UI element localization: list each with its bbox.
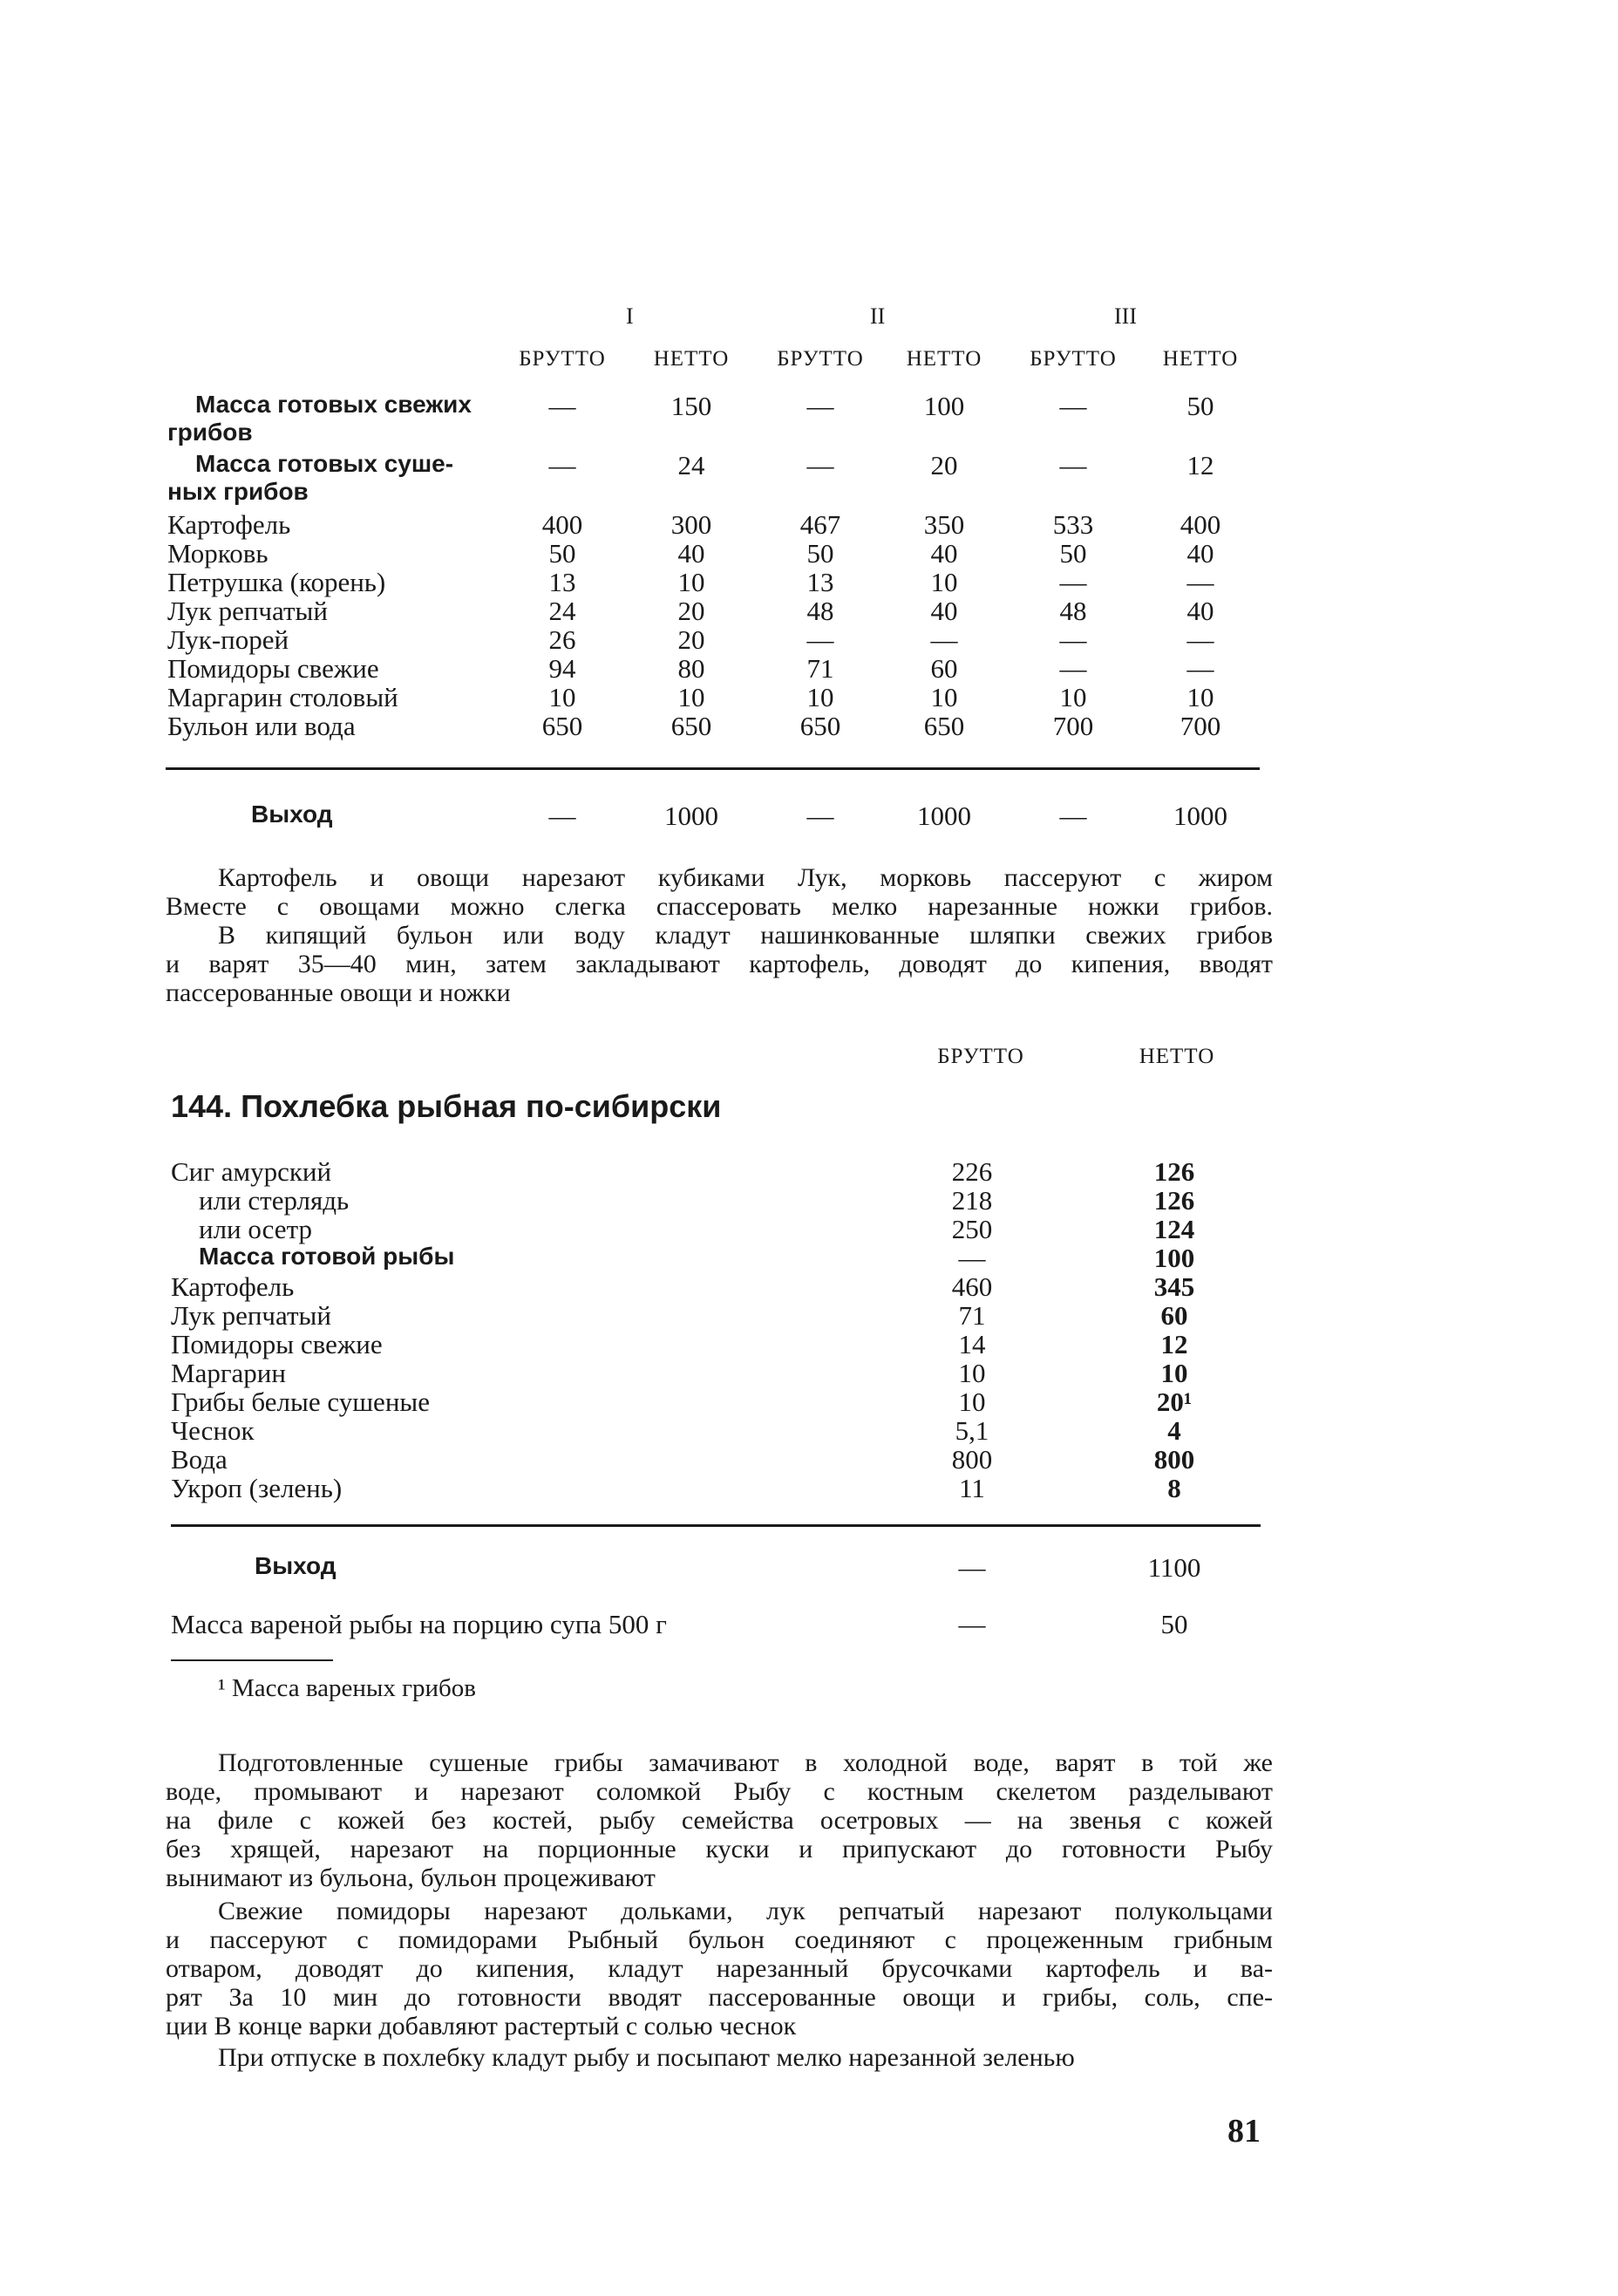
row-label: Лук репчатый	[171, 1300, 331, 1331]
table-cell: 10	[930, 567, 958, 597]
row-label-continued: ных грибов	[167, 478, 309, 505]
row-label: или осетр	[199, 1214, 312, 1244]
yield-cell: 1000	[664, 801, 718, 831]
row-label: Маргарин столовый	[167, 682, 398, 712]
table-row	[0, 567, 1618, 596]
paragraph-line: Свежие помидоры нарезают дольками, лук репчатый нарезают полукольцами	[218, 1897, 1273, 1925]
portion-label: Масса вареной рыбы на порцию супа 500 г	[171, 1609, 667, 1639]
column-group-iii: III	[1114, 303, 1137, 329]
paragraph-line: и пассеруют с помидорами Рыбный бульон соединяют с процеженным грибным	[166, 1925, 1273, 1954]
paragraph-line: вынимают из бульона, бульон процеживают	[166, 1863, 656, 1892]
paragraph-line: без хрящей, нарезают на порционные куски и припускают до готовности Рыбу	[166, 1835, 1273, 1863]
row-label: Лук репчатый	[167, 596, 328, 626]
table-cell: 8	[1167, 1473, 1181, 1503]
table-row	[0, 391, 1618, 446]
table-cell: —	[1059, 624, 1087, 655]
table-cell: —	[806, 624, 834, 655]
table-cell: —	[806, 391, 834, 421]
table-cell: 10	[1059, 682, 1087, 712]
table-cell: 20	[677, 596, 705, 626]
column-group-i: I	[626, 303, 634, 329]
paragraph-line: отваром, доводят до кипения, кладут нарезанный брусочками картофель и ва-	[166, 1954, 1273, 1983]
table-cell: 126	[1153, 1156, 1195, 1187]
table-cell: 650	[541, 711, 583, 741]
table-cell: 126	[1153, 1185, 1195, 1216]
table-cell: 40	[677, 538, 705, 569]
row-label: Масса готовой рыбы	[199, 1243, 455, 1270]
header-netto: НЕТТО	[1162, 347, 1239, 371]
header-netto: НЕТТО	[653, 347, 730, 371]
page-number: 81	[1227, 2113, 1261, 2150]
table-cell: 10	[677, 567, 705, 597]
row-label: Бульон или вода	[167, 711, 356, 741]
table-cell: 14	[958, 1329, 986, 1359]
table-cell: 20	[930, 450, 958, 480]
yield-cell: —	[548, 801, 576, 831]
row-label: Лук-порей	[167, 624, 289, 655]
footnote: ¹ Масса вареных грибов	[218, 1674, 476, 1702]
header-brutto: БРУТТО	[519, 347, 606, 371]
row-label: Картофель	[167, 509, 291, 540]
table-cell: —	[1059, 450, 1087, 480]
yield-cell: 1100	[1147, 1552, 1201, 1583]
table-cell: 40	[1186, 538, 1214, 569]
table-cell: 50	[806, 538, 834, 569]
table-cell: 218	[951, 1185, 993, 1216]
paragraph-1	[166, 863, 1273, 1007]
table-row	[0, 1271, 1618, 1300]
table-cell: 800	[951, 1444, 993, 1475]
table-row	[0, 1156, 1618, 1185]
table-cell: 4	[1167, 1415, 1181, 1446]
table1-divider	[166, 767, 1260, 770]
header-netto: НЕТТО	[906, 347, 982, 371]
table-cell: —	[548, 391, 576, 421]
table-row	[0, 596, 1618, 624]
table-cell: —	[958, 1243, 986, 1273]
table-row	[0, 1358, 1618, 1386]
row-label: Грибы белые сушеные	[171, 1386, 430, 1417]
table-cell: —	[930, 624, 958, 655]
table-cell: —	[1186, 624, 1214, 655]
table-cell: 71	[958, 1300, 986, 1331]
table-cell: 467	[799, 509, 841, 540]
row-label-continued: грибов	[167, 419, 253, 446]
paragraph-line: на филе с кожей без костей, рыбу семейства осетровых — на звенья с кожей	[166, 1806, 1273, 1835]
table-cell: 40	[1186, 596, 1214, 626]
recipe144-header-brutto: БРУТТО	[937, 1045, 1024, 1068]
footnote-rule	[171, 1659, 333, 1661]
paragraph-line: При отпуске в похлебку кладут рыбу и посыпают мелко нарезанной зеленью	[218, 2043, 1075, 2072]
table-cell: 533	[1052, 509, 1094, 540]
table-cell: 350	[923, 509, 965, 540]
table-cell: 11	[959, 1473, 985, 1503]
table-row	[0, 653, 1618, 682]
table-cell: 20	[677, 624, 705, 655]
paragraph-line: Картофель и овощи нарезают кубиками Лук, морковь пассеруют с жиром	[218, 863, 1273, 892]
yield-cell: —	[1059, 801, 1087, 831]
yield-cell: —	[806, 801, 834, 831]
column-group-ii: II	[870, 303, 886, 329]
paragraph-line: Подготовленные сушеные грибы замачивают в холодной воде, варят в той же	[218, 1748, 1273, 1777]
yield-cell: 1000	[1173, 801, 1227, 831]
yield-cell: —	[958, 1552, 986, 1583]
table-cell: 71	[806, 653, 834, 684]
table-cell: 10	[806, 682, 834, 712]
table1-yield-row	[0, 801, 1618, 829]
table-cell: 100	[923, 391, 965, 421]
paragraph-3	[166, 1897, 1273, 2041]
table-cell: 24	[677, 450, 705, 480]
table-row	[0, 1300, 1618, 1329]
yield-label: Выход	[251, 801, 333, 828]
table-cell: —	[548, 450, 576, 480]
header-brutto: БРУТТО	[777, 347, 864, 371]
table-cell: 50	[1186, 391, 1214, 421]
table-row	[0, 1243, 1618, 1271]
table-cell: 300	[670, 509, 712, 540]
table-cell: 94	[548, 653, 576, 684]
table-cell: 12	[1160, 1329, 1188, 1359]
paragraph-line: пассерованные овощи и ножки	[166, 978, 511, 1007]
table-cell: 124	[1153, 1214, 1195, 1244]
table-cell: 650	[670, 711, 712, 741]
table-cell: 10	[958, 1386, 986, 1417]
row-label: Помидоры свежие	[171, 1329, 383, 1359]
table-cell: 40	[930, 538, 958, 569]
recipe-title: 144. Похлебка рыбная по-сибирски	[171, 1088, 722, 1124]
table-cell: 10	[548, 682, 576, 712]
table-cell: 26	[548, 624, 576, 655]
table-row	[0, 450, 1618, 505]
table-cell: 150	[670, 391, 712, 421]
row-label: Масса готовых суше-	[195, 450, 454, 477]
table-row	[0, 682, 1618, 711]
yield-cell: 1000	[917, 801, 971, 831]
row-label: Помидоры свежие	[167, 653, 379, 684]
table-cell: 400	[1180, 509, 1221, 540]
row-label: Чеснок	[171, 1415, 255, 1446]
yield-label: Выход	[255, 1552, 337, 1579]
table-row	[0, 624, 1618, 653]
table-cell: 10	[1160, 1358, 1188, 1388]
table-cell: 10	[958, 1358, 986, 1388]
paragraph-line: рят За 10 мин до готовности вводят пассерованные овощи и грибы, соль, спе-	[166, 1983, 1273, 2012]
table-cell: 50	[1059, 538, 1087, 569]
row-label: Морковь	[167, 538, 269, 569]
table-cell: 24	[548, 596, 576, 626]
paragraph-line: и варят 35—40 мин, затем закладывают картофель, доводят до кипения, вводят	[166, 950, 1273, 978]
table-row	[0, 1473, 1618, 1502]
table-cell: 650	[923, 711, 965, 741]
table-cell: 12	[1186, 450, 1214, 480]
table-cell: 650	[799, 711, 841, 741]
table-row	[0, 711, 1618, 739]
row-label: или стерлядь	[199, 1185, 350, 1216]
row-label: Петрушка (корень)	[167, 567, 386, 597]
table-cell: —	[806, 450, 834, 480]
table-row	[0, 1386, 1618, 1415]
paragraph-2	[166, 1748, 1273, 1892]
table-cell: 100	[1153, 1243, 1195, 1273]
table2-divider	[171, 1524, 1261, 1527]
row-label: Сиг амурский	[171, 1156, 332, 1187]
table-cell: 40	[930, 596, 958, 626]
row-label: Маргарин	[171, 1358, 286, 1388]
table-cell: 13	[548, 567, 576, 597]
paragraph-4	[166, 2043, 1273, 2072]
table-cell: 460	[951, 1271, 993, 1302]
paragraph-line: ции В конце варки добавляют растертый с солью чеснок	[166, 2012, 797, 2041]
table-cell: 226	[951, 1156, 993, 1187]
portion-row	[0, 1609, 1618, 1638]
table-cell: 10	[1186, 682, 1214, 712]
portion-cell: —	[958, 1609, 986, 1639]
row-label: Картофель	[171, 1271, 295, 1302]
row-label: Укроп (зелень)	[171, 1473, 343, 1503]
table-cell: 13	[806, 567, 834, 597]
table-cell: 400	[541, 509, 583, 540]
table-cell: 10	[677, 682, 705, 712]
row-label: Вода	[171, 1444, 228, 1475]
paragraph-line: В кипящий бульон или воду кладут нашинкованные шляпки свежих грибов	[218, 921, 1273, 950]
table-cell: —	[1059, 391, 1087, 421]
table2-yield-row	[0, 1552, 1618, 1581]
table-cell: —	[1186, 567, 1214, 597]
table-cell: —	[1059, 653, 1087, 684]
table-cell: 48	[1059, 596, 1087, 626]
table-cell: 700	[1052, 711, 1094, 741]
table-cell: 700	[1180, 711, 1221, 741]
table-cell: 345	[1153, 1271, 1195, 1302]
table-cell: 10	[930, 682, 958, 712]
table-row	[0, 1329, 1618, 1358]
table-cell: 20¹	[1156, 1386, 1193, 1417]
table-row	[0, 1214, 1618, 1243]
paragraph-line: Вместе с овощами можно слегка спассеровать мелко нарезанные ножки грибов.	[166, 892, 1273, 921]
row-label: Масса готовых свежих	[195, 391, 472, 418]
table-cell: 80	[677, 653, 705, 684]
table-row	[0, 1415, 1618, 1444]
table-cell: —	[1059, 567, 1087, 597]
table-cell: 5,1	[955, 1415, 989, 1446]
table-row	[0, 1444, 1618, 1473]
table-row	[0, 1185, 1618, 1214]
table-row	[0, 538, 1618, 567]
header-brutto: БРУТТО	[1030, 347, 1117, 371]
table-cell: —	[1186, 653, 1214, 684]
table-cell: 800	[1153, 1444, 1195, 1475]
paragraph-line: воде, промывают и нарезают соломкой Рыбу с костным скелетом разделывают	[166, 1777, 1273, 1806]
portion-cell: 50	[1160, 1609, 1188, 1639]
table-cell: 50	[548, 538, 576, 569]
table-cell: 60	[930, 653, 958, 684]
table-cell: 48	[806, 596, 834, 626]
table-cell: 60	[1160, 1300, 1188, 1331]
table-row	[0, 509, 1618, 538]
recipe144-header-netto: НЕТТО	[1139, 1045, 1215, 1068]
table-cell: 250	[951, 1214, 993, 1244]
